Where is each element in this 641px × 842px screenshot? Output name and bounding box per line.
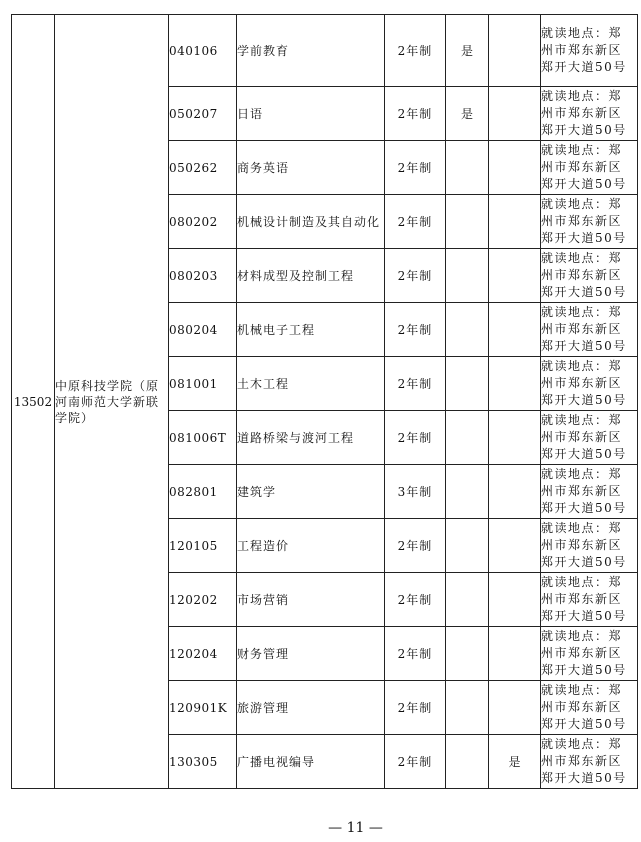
remark-cell: [541, 141, 638, 195]
flag-cell-2: [489, 15, 541, 87]
major-code: 120204: [169, 627, 237, 681]
remark-cell: [541, 627, 638, 681]
major-code: 080202: [169, 195, 237, 249]
duration: 2年制: [385, 411, 446, 465]
flag-cell-2: [489, 303, 541, 357]
duration: 2年制: [385, 15, 446, 87]
major-name: 机械设计制造及其自动化: [237, 195, 385, 249]
remark-line: 就读地点：郑: [541, 89, 623, 103]
remark-line: 就读地点：郑: [541, 26, 623, 40]
remark-cell: [541, 735, 638, 789]
remark-line: 郑开大道50号: [541, 285, 627, 299]
remark-line: 郑开大道50号: [541, 393, 627, 407]
major-code: 050262: [169, 141, 237, 195]
remark-cell: [541, 303, 638, 357]
flag-cell-2: [489, 411, 541, 465]
remark-line: 郑开大道50号: [541, 60, 627, 74]
remark-line: 郑开大道50号: [541, 555, 627, 569]
major-code: 120105: [169, 519, 237, 573]
remark-cell: [541, 15, 638, 87]
remark-line: 就读地点：郑: [541, 629, 623, 643]
remark-line: 就读地点：郑: [541, 467, 623, 481]
major-code: 050207: [169, 87, 237, 141]
flag-cell-1: [446, 303, 489, 357]
remark-line: 州市郑东新区: [541, 43, 623, 57]
major-code: 081001: [169, 357, 237, 411]
duration: 2年制: [385, 519, 446, 573]
major-name: 工程造价: [237, 519, 385, 573]
remark-line: 郑开大道50号: [541, 177, 627, 191]
remark-line: 就读地点：郑: [541, 575, 623, 589]
flag-cell-2: [489, 357, 541, 411]
remark-line: 郑开大道50号: [541, 771, 627, 785]
flag-cell-2: [489, 519, 541, 573]
remark-line: 州市郑东新区: [541, 322, 623, 336]
remark-cell: [541, 249, 638, 303]
flag-cell-1: 是: [446, 87, 489, 141]
major-name: 材料成型及控制工程: [237, 249, 385, 303]
flag-cell-1: 是: [446, 15, 489, 87]
duration: 2年制: [385, 357, 446, 411]
major-code: 080204: [169, 303, 237, 357]
flag-cell-2: 是: [489, 735, 541, 789]
major-name: 日语: [237, 87, 385, 141]
remark-cell: [541, 519, 638, 573]
major-code: 120202: [169, 573, 237, 627]
school-name: 中原科技学院（原河南师范大学新联学院）: [55, 15, 169, 789]
flag-cell-2: [489, 249, 541, 303]
school-code: 13502: [12, 15, 55, 789]
remark-line: 州市郑东新区: [541, 268, 623, 282]
remark-line: 州市郑东新区: [541, 160, 623, 174]
major-code: 080203: [169, 249, 237, 303]
duration: 2年制: [385, 303, 446, 357]
remark-line: 就读地点：郑: [541, 737, 623, 751]
flag-cell-1: [446, 681, 489, 735]
flag-cell-2: [489, 627, 541, 681]
flag-cell-2: [489, 141, 541, 195]
remark-line: 郑开大道50号: [541, 609, 627, 623]
remark-line: 州市郑东新区: [541, 106, 623, 120]
remark-line: 郑开大道50号: [541, 501, 627, 515]
flag-cell-2: [489, 573, 541, 627]
remark-line: 州市郑东新区: [541, 646, 623, 660]
duration: 2年制: [385, 735, 446, 789]
duration: 2年制: [385, 249, 446, 303]
remark-line: 郑开大道50号: [541, 123, 627, 137]
major-name: 机械电子工程: [237, 303, 385, 357]
duration: 2年制: [385, 627, 446, 681]
duration: 2年制: [385, 141, 446, 195]
flag-cell-1: [446, 573, 489, 627]
flag-cell-1: [446, 465, 489, 519]
flag-cell-2: [489, 87, 541, 141]
major-code: 120901K: [169, 681, 237, 735]
page-number: — 11 —: [328, 820, 383, 836]
major-code: 081006T: [169, 411, 237, 465]
remark-cell: [541, 465, 638, 519]
remark-line: 郑开大道50号: [541, 717, 627, 731]
remark-line: 郑开大道50号: [541, 447, 627, 461]
major-code: 130305: [169, 735, 237, 789]
major-name: 商务英语: [237, 141, 385, 195]
major-name: 道路桥梁与渡河工程: [237, 411, 385, 465]
major-name: 广播电视编导: [237, 735, 385, 789]
flag-cell-1: [446, 195, 489, 249]
duration: 2年制: [385, 573, 446, 627]
remark-line: 就读地点：郑: [541, 143, 623, 157]
flag-cell-2: [489, 465, 541, 519]
duration: 2年制: [385, 87, 446, 141]
major-name: 土木工程: [237, 357, 385, 411]
major-name: 建筑学: [237, 465, 385, 519]
remark-line: 郑开大道50号: [541, 339, 627, 353]
table-row: [12, 15, 638, 87]
major-name: 旅游管理: [237, 681, 385, 735]
flag-cell-1: [446, 411, 489, 465]
flag-cell-1: [446, 357, 489, 411]
remark-cell: [541, 357, 638, 411]
remark-line: 就读地点：郑: [541, 305, 623, 319]
remark-line: 州市郑东新区: [541, 430, 623, 444]
flag-cell-1: [446, 519, 489, 573]
remark-line: 就读地点：郑: [541, 359, 623, 373]
flag-cell-1: [446, 249, 489, 303]
remark-cell: [541, 195, 638, 249]
remark-line: 州市郑东新区: [541, 538, 623, 552]
remark-line: 州市郑东新区: [541, 700, 623, 714]
remark-line: 州市郑东新区: [541, 376, 623, 390]
remark-line: 就读地点：郑: [541, 197, 623, 211]
remark-line: 郑开大道50号: [541, 231, 627, 245]
flag-cell-2: [489, 195, 541, 249]
remark-line: 就读地点：郑: [541, 683, 623, 697]
duration: 2年制: [385, 195, 446, 249]
remark-line: 州市郑东新区: [541, 592, 623, 606]
remark-line: 州市郑东新区: [541, 214, 623, 228]
major-code: 082801: [169, 465, 237, 519]
remark-cell: [541, 411, 638, 465]
remark-line: 州市郑东新区: [541, 484, 623, 498]
major-name: 市场营销: [237, 573, 385, 627]
remark-line: 郑开大道50号: [541, 663, 627, 677]
remark-cell: [541, 573, 638, 627]
flag-cell-1: [446, 735, 489, 789]
remark-line: 就读地点：郑: [541, 413, 623, 427]
major-table: [11, 14, 638, 789]
remark-line: 就读地点：郑: [541, 251, 623, 265]
duration: 2年制: [385, 681, 446, 735]
major-name: 财务管理: [237, 627, 385, 681]
major-name: 学前教育: [237, 15, 385, 87]
duration: 3年制: [385, 465, 446, 519]
flag-cell-1: [446, 141, 489, 195]
remark-line: 就读地点：郑: [541, 521, 623, 535]
major-code: 040106: [169, 15, 237, 87]
remark-cell: [541, 87, 638, 141]
flag-cell-2: [489, 681, 541, 735]
remark-cell: [541, 681, 638, 735]
remark-line: 州市郑东新区: [541, 754, 623, 768]
flag-cell-1: [446, 627, 489, 681]
